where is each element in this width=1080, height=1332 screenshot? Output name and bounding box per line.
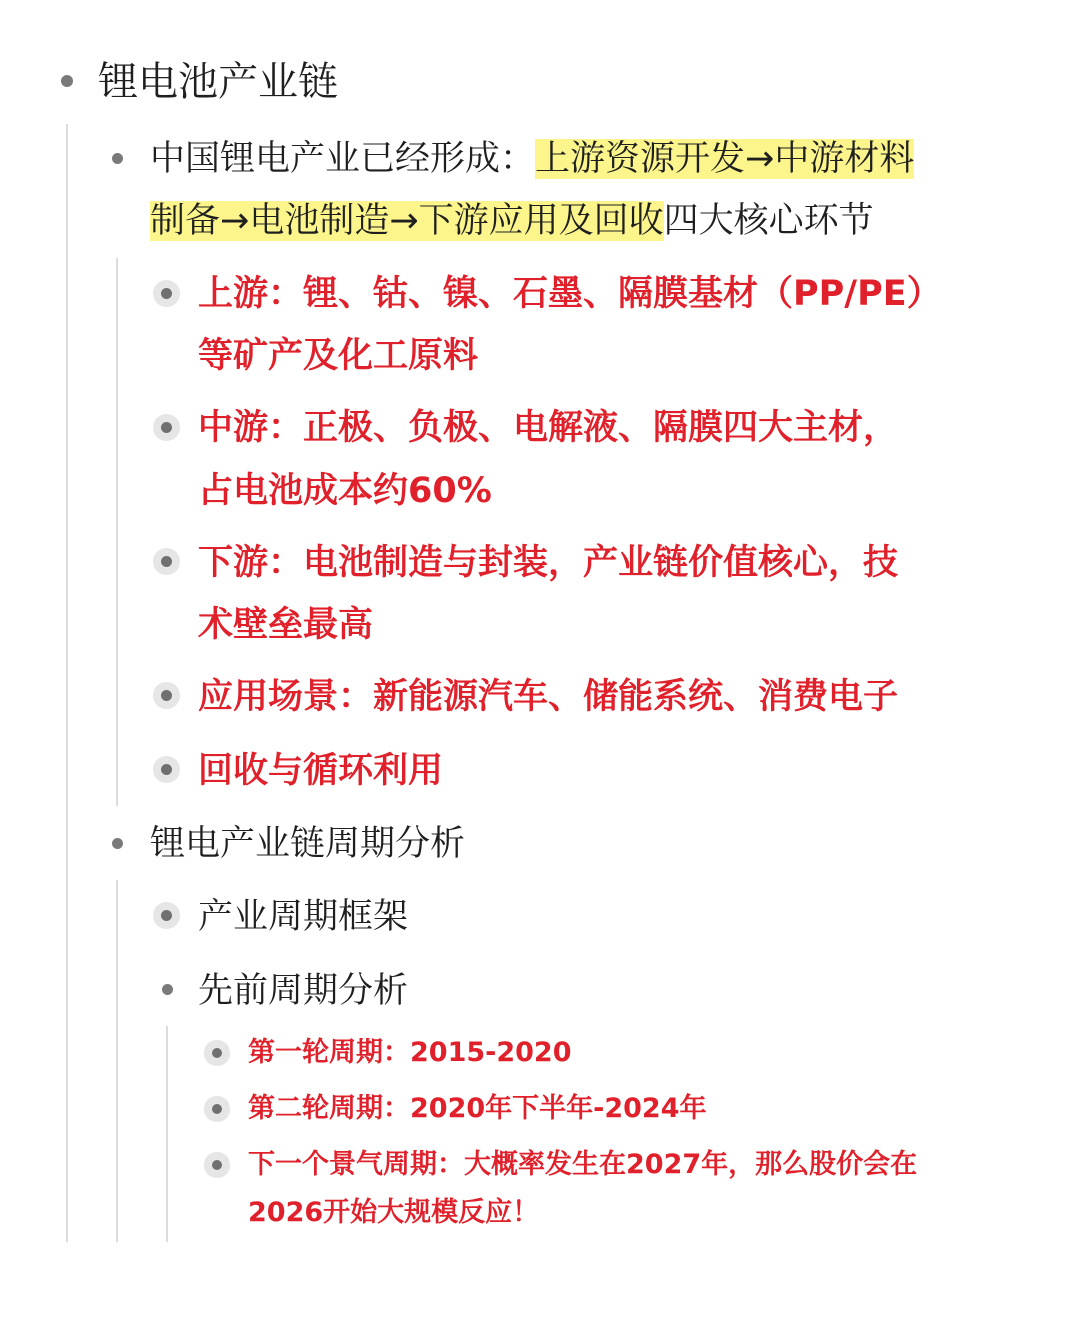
chain-item-line1: 中游：正极、负极、电解液、隔膜四大主材， <box>198 408 899 448</box>
bullet-icon[interactable] <box>161 422 172 433</box>
round-item-line1: 下一个景气周期：大概率发生在2027年，那么股价会在 <box>248 1149 918 1180</box>
chain-item-line2: 占电池成本约60% <box>198 471 492 511</box>
formed-prefix: 中国锂电产业已经形成： <box>150 139 536 179</box>
formed-highlight-line2: 制备→电池制造→下游应用及回收 <box>150 201 664 241</box>
chain-item-line1: 上游：锂、钴、镍、石墨、隔膜基材（PP/PE） <box>198 274 942 314</box>
round-item-line1: 第二轮周期：2020年下半年-2024年 <box>248 1093 707 1124</box>
bullet-icon[interactable] <box>212 1048 222 1058</box>
root-title: 锂电池产业链 <box>98 59 338 105</box>
bullet-icon[interactable] <box>161 288 172 299</box>
bullet-icon[interactable] <box>161 556 172 567</box>
formed-line2 <box>150 190 874 252</box>
chain-item-line1: 回收与循环利用 <box>198 751 444 791</box>
bullet-icon[interactable] <box>161 690 172 701</box>
formed-suffix: 四大核心环节 <box>663 201 874 241</box>
bullet-icon[interactable] <box>112 153 123 164</box>
chain-item-line2: 等矿产及化工原料 <box>198 336 479 376</box>
bullet-icon[interactable] <box>212 1104 222 1114</box>
cycle-previous-label: 先前周期分析 <box>198 971 409 1011</box>
outline-guide-chain <box>116 258 118 806</box>
cycle-framework-label: 产业周期框架 <box>198 897 409 937</box>
bullet-icon[interactable] <box>61 75 73 87</box>
round-item-line1: 第一轮周期：2015-2020 <box>248 1037 572 1068</box>
formed-line1 <box>150 128 914 190</box>
bullet-icon[interactable] <box>212 1160 222 1170</box>
outline-guide-level1 <box>66 124 68 1242</box>
outline-guide-rounds <box>166 1026 168 1242</box>
chain-item-line1: 应用场景：新能源汽车、储能系统、消费电子 <box>198 677 899 717</box>
bullet-icon[interactable] <box>161 764 172 775</box>
chain-item-line1: 下游：电池制造与封装，产业链价值核心，技 <box>198 543 899 583</box>
bullet-icon[interactable] <box>161 910 172 921</box>
round-item-line2: 2026开始大规模反应！ <box>248 1197 540 1228</box>
cycle-title: 锂电产业链周期分析 <box>150 824 466 864</box>
bullet-icon[interactable] <box>112 838 123 849</box>
bullet-icon[interactable] <box>162 984 173 995</box>
outline-guide-cycle <box>116 880 118 1242</box>
formed-highlight-line1: 上游资源开发→中游材料 <box>535 139 915 179</box>
chain-item-line2: 术壁垒最高 <box>198 605 374 645</box>
